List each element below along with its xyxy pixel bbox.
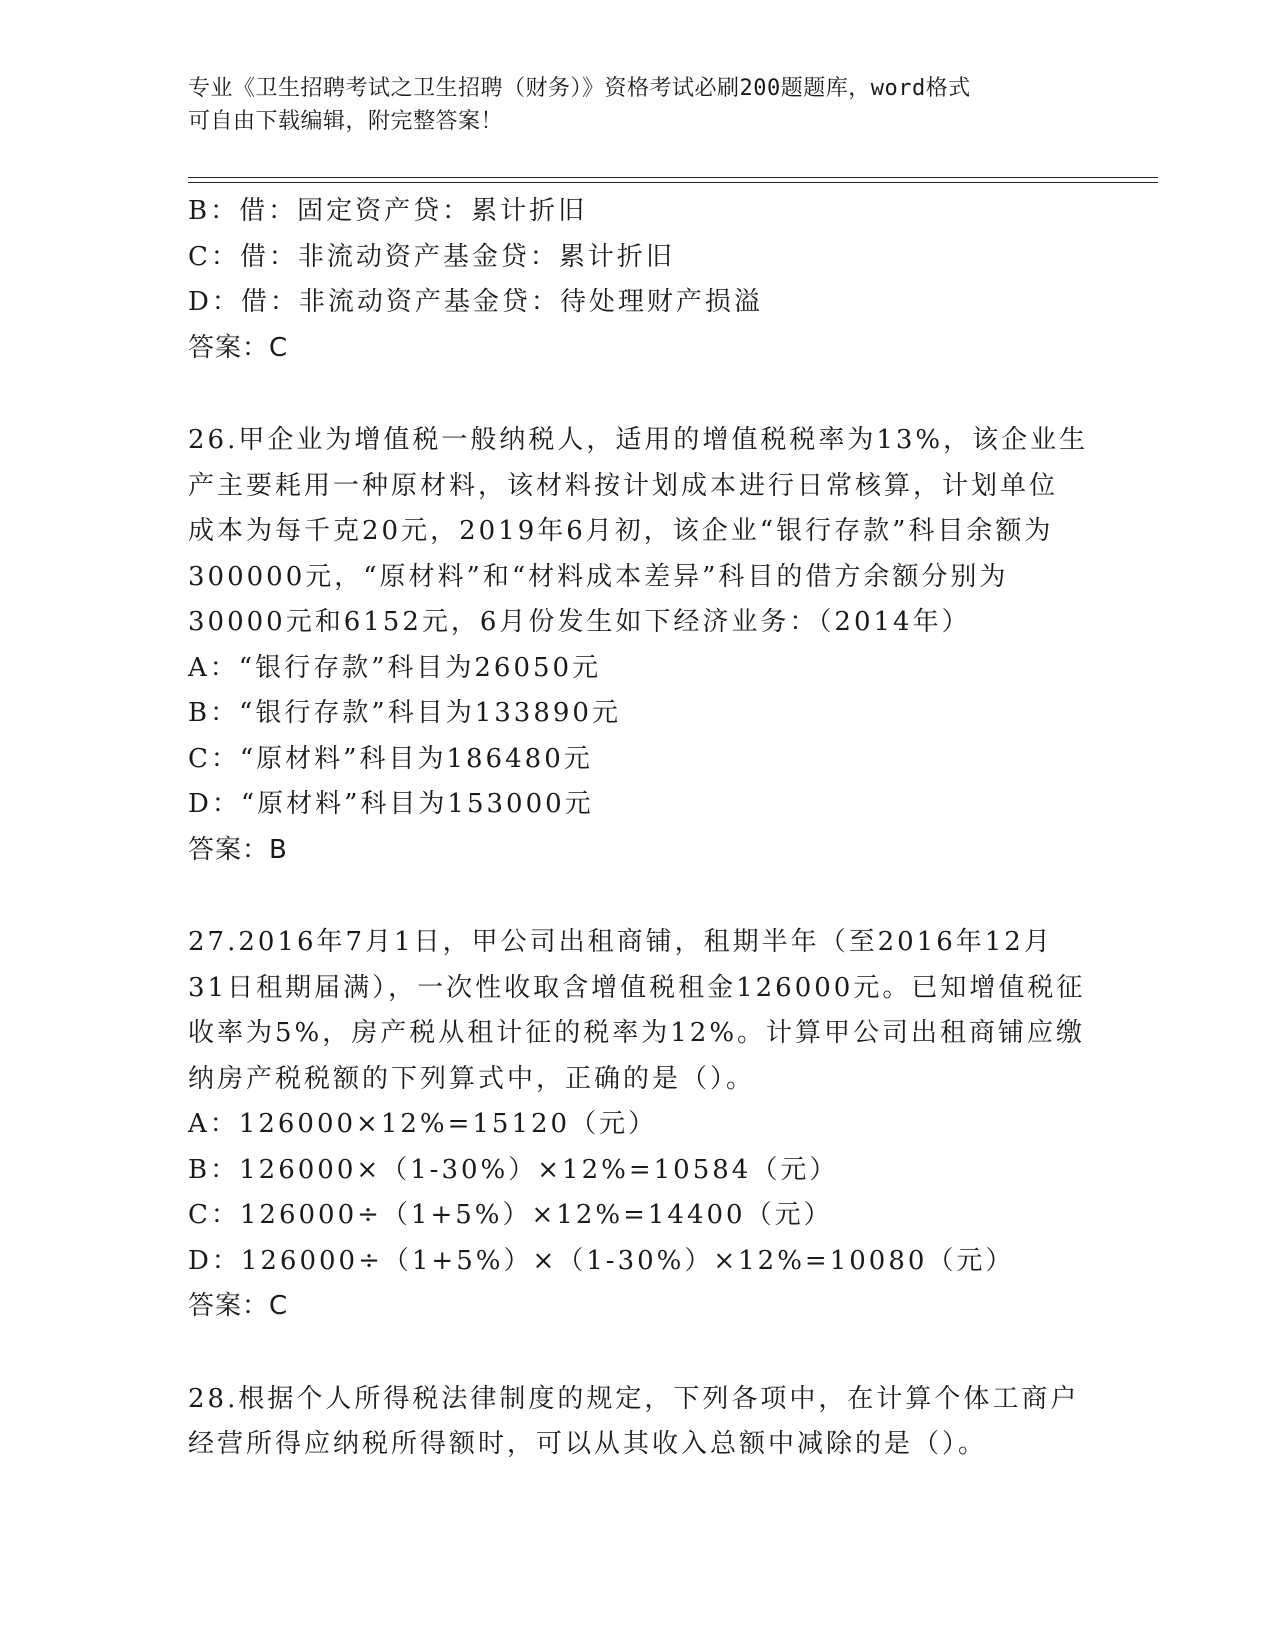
option-b: B：“银行存款”科目为133890元 xyxy=(188,698,621,728)
option-c: C：“原材料”科目为186480元 xyxy=(188,743,593,774)
option-d: D：“原材料”科目为153000元 xyxy=(188,789,594,819)
header-line-1: 专业《卫生招聘考试之卫生招聘（财务）》资格考试必刷200题题库，word格式 xyxy=(188,76,971,101)
question-content xyxy=(188,189,1088,1468)
option-c: C：126000÷（1+5%）×12%=14400（元） xyxy=(188,1200,833,1230)
answer: 答案：C xyxy=(188,332,289,363)
question-28 xyxy=(188,1377,1088,1468)
question-stem-line: 成本为每千克20元，2019年6月初，该企业“银行存款”科目余额为 xyxy=(188,516,1054,546)
header-line-2: 可自由下载编辑，附完整答案！ xyxy=(188,109,504,134)
question-26 xyxy=(188,418,1088,873)
option-d: D：借：非流动资产基金贷：待处理财产损溢 xyxy=(188,287,763,317)
question-stem-line: 300000元，“原材料”和“材料成本差异”科目的借方余额分别为 xyxy=(188,561,1009,592)
question-stem-line: 31日租期届满），一次性收取含增值税租金126000元。已知增值税征 xyxy=(188,972,1086,1003)
answer: 答案：C xyxy=(188,1291,289,1321)
option-c: C：借：非流动资产基金贷：累计折旧 xyxy=(188,241,675,272)
option-a: A：126000×12%=15120（元） xyxy=(188,1109,658,1139)
header-divider-bottom xyxy=(188,182,1158,183)
page-header xyxy=(188,72,1068,138)
option-a: A：“银行存款”科目为26050元 xyxy=(188,652,602,683)
question-stem-line: 30000元和6152元，6月份发生如下经济业务：（2014年） xyxy=(188,607,971,637)
answer: 答案：B xyxy=(188,834,288,865)
option-d: D：126000÷（1+5%）×（1-30%）×12%=10080（元） xyxy=(188,1245,1015,1276)
option-b: B：126000×（1-30%）×12%=10584（元） xyxy=(188,1154,839,1185)
question-stem-line: 纳房产税税额的下列算式中，正确的是（）。 xyxy=(188,1063,756,1094)
header-divider-top xyxy=(188,177,1158,178)
question-stem-line: 27.2016年7月1日，甲公司出租商铺，租期半年（至2016年12月 xyxy=(188,927,1053,957)
spacer xyxy=(188,371,1088,418)
question-stem-line: 28.根据个人所得税法律制度的规定，下列各项中，在计算个体工商户 xyxy=(188,1383,1080,1414)
spacer xyxy=(188,873,1088,920)
question-stem-line: 产主要耗用一种原材料，该材料按计划成本进行日常核算，计划单位 xyxy=(188,470,1059,501)
spacer xyxy=(188,1330,1088,1377)
question-stem-line: 经营所得应纳税所得额时，可以从其收入总额中减除的是（）。 xyxy=(188,1429,988,1459)
question-stem-line: 收率为5%，房产税从租计征的税率为12%。计算甲公司出租商铺应缴 xyxy=(188,1018,1086,1048)
question-25-tail xyxy=(188,189,1088,371)
option-b: B：借：固定资产贷：累计折旧 xyxy=(188,196,588,226)
question-stem-line: 26.甲企业为增值税一般纳税人，适用的增值税税率为13%，该企业生 xyxy=(188,425,1089,455)
question-27 xyxy=(188,920,1088,1330)
